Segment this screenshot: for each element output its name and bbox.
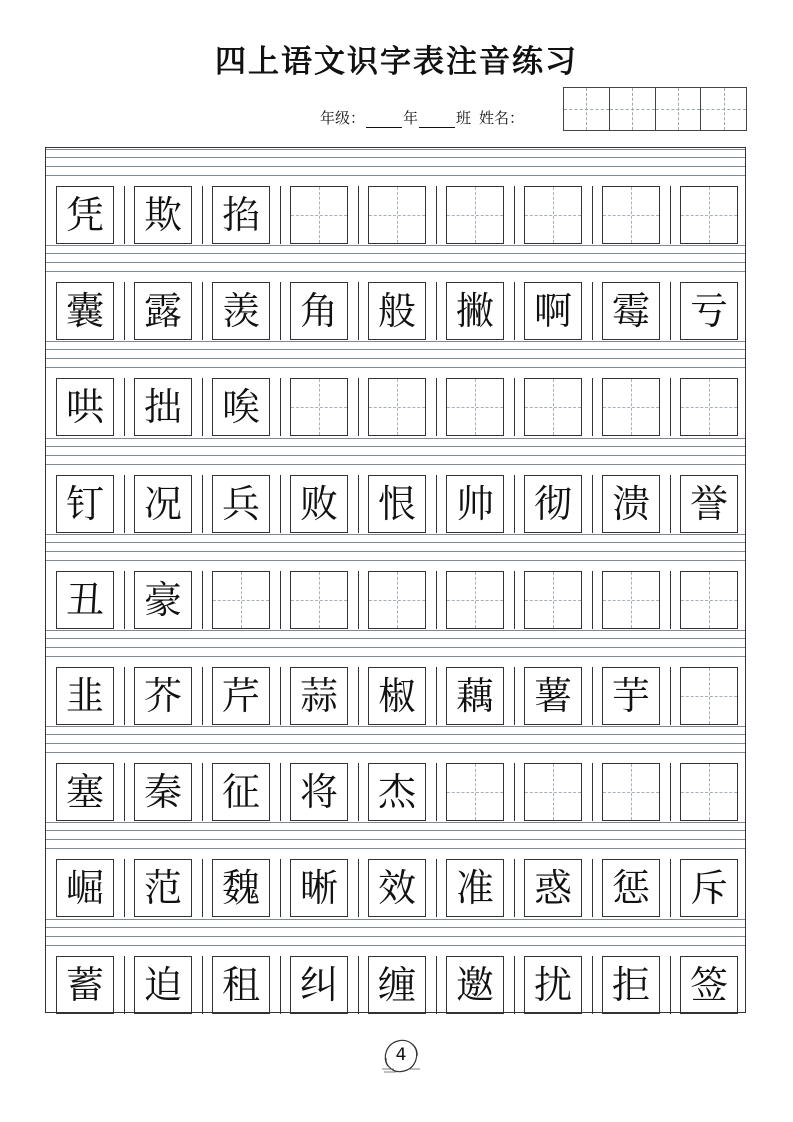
gap-divider bbox=[358, 956, 359, 1014]
gap-divider bbox=[436, 763, 437, 821]
practice-row bbox=[46, 533, 745, 629]
gap-divider bbox=[358, 571, 359, 629]
hanzi-character: 蒜 bbox=[299, 674, 338, 718]
gap-divider bbox=[670, 282, 671, 340]
character-box[interactable] bbox=[290, 956, 348, 1014]
character-box[interactable] bbox=[134, 763, 192, 821]
hanzi-character: 唉 bbox=[221, 385, 260, 430]
empty-character-box[interactable] bbox=[602, 186, 660, 244]
hanzi-character: 欺 bbox=[143, 193, 182, 237]
empty-character-box[interactable] bbox=[290, 571, 348, 629]
gap-divider bbox=[202, 378, 203, 436]
page-number-badge bbox=[380, 1036, 422, 1076]
character-box[interactable] bbox=[212, 282, 270, 340]
hanzi-character: 角 bbox=[299, 289, 338, 334]
hanzi-character: 晰 bbox=[299, 866, 338, 911]
gap-divider bbox=[514, 475, 515, 533]
empty-character-box[interactable] bbox=[524, 378, 582, 436]
character-box[interactable] bbox=[524, 859, 582, 917]
hanzi-character: 薯 bbox=[533, 674, 572, 718]
gap-divider bbox=[436, 667, 437, 725]
gap-divider bbox=[670, 667, 671, 725]
character-box[interactable] bbox=[290, 282, 348, 340]
hanzi-character: 蓄 bbox=[65, 962, 104, 1007]
practice-row bbox=[46, 821, 745, 917]
gap-divider bbox=[280, 378, 281, 436]
character-box[interactable] bbox=[212, 956, 270, 1014]
character-box[interactable] bbox=[368, 956, 426, 1014]
hanzi-character: 租 bbox=[221, 962, 260, 1007]
empty-character-box[interactable] bbox=[446, 571, 504, 629]
hanzi-character: 塞 bbox=[65, 770, 104, 815]
gap-divider bbox=[358, 378, 359, 436]
character-box[interactable] bbox=[446, 282, 504, 340]
character-box[interactable] bbox=[56, 475, 114, 533]
character-box[interactable] bbox=[56, 859, 114, 917]
character-box[interactable] bbox=[290, 667, 348, 725]
hanzi-character: 凭 bbox=[65, 193, 104, 237]
gap-divider bbox=[202, 475, 203, 533]
character-box[interactable] bbox=[368, 282, 426, 340]
gap-divider bbox=[124, 475, 125, 533]
character-box[interactable] bbox=[212, 763, 270, 821]
gap-divider bbox=[124, 186, 125, 244]
gap-divider bbox=[670, 475, 671, 533]
pinyin-lines[interactable] bbox=[46, 821, 745, 859]
gap-divider bbox=[514, 956, 515, 1014]
hanzi-character: 签 bbox=[689, 962, 728, 1007]
character-box[interactable] bbox=[134, 859, 192, 917]
gap-divider bbox=[670, 571, 671, 629]
character-box[interactable] bbox=[56, 186, 114, 244]
empty-character-box[interactable] bbox=[602, 763, 660, 821]
gap-divider bbox=[280, 763, 281, 821]
hanzi-character: 邀 bbox=[455, 962, 494, 1007]
gap-divider bbox=[592, 956, 593, 1014]
page-number: 4 bbox=[395, 1045, 407, 1065]
hanzi-character: 掐 bbox=[221, 193, 260, 237]
gap-divider bbox=[358, 667, 359, 725]
gap-divider bbox=[202, 763, 203, 821]
gap-divider bbox=[592, 282, 593, 340]
class-blank[interactable] bbox=[419, 113, 455, 128]
character-box[interactable] bbox=[212, 667, 270, 725]
gap-divider bbox=[514, 667, 515, 725]
character-box[interactable] bbox=[56, 956, 114, 1014]
character-box[interactable] bbox=[368, 475, 426, 533]
character-box[interactable] bbox=[290, 475, 348, 533]
hanzi-character: 撇 bbox=[455, 289, 494, 334]
character-box[interactable] bbox=[134, 475, 192, 533]
character-box[interactable] bbox=[56, 571, 114, 629]
hanzi-character: 拙 bbox=[143, 385, 182, 430]
gap-divider bbox=[124, 571, 125, 629]
hanzi-character: 纠 bbox=[299, 962, 338, 1007]
practice-row bbox=[46, 340, 745, 436]
hanzi-character: 恨 bbox=[377, 481, 416, 526]
hanzi-character: 啊 bbox=[533, 289, 572, 334]
hanzi-character: 霉 bbox=[611, 289, 650, 334]
gap-divider bbox=[358, 859, 359, 917]
character-box[interactable] bbox=[212, 859, 270, 917]
hanzi-character: 亏 bbox=[689, 289, 728, 334]
gap-divider bbox=[670, 378, 671, 436]
hanzi-character: 般 bbox=[377, 289, 416, 334]
gap-divider bbox=[202, 282, 203, 340]
empty-character-box[interactable] bbox=[524, 763, 582, 821]
pinyin-lines[interactable] bbox=[46, 533, 745, 571]
name-label: 姓名： bbox=[479, 109, 525, 127]
page-title: 四上语文识字表注音练习 bbox=[215, 44, 578, 80]
character-box[interactable] bbox=[212, 186, 270, 244]
hanzi-character: 效 bbox=[377, 866, 416, 911]
gap-divider bbox=[124, 282, 125, 340]
name-cell[interactable] bbox=[610, 88, 656, 130]
character-box[interactable] bbox=[602, 667, 660, 725]
character-box[interactable] bbox=[56, 763, 114, 821]
practice-row bbox=[46, 148, 745, 244]
hanzi-character: 扰 bbox=[533, 962, 572, 1007]
hanzi-character: 丑 bbox=[65, 577, 104, 622]
character-box[interactable] bbox=[134, 571, 192, 629]
character-box[interactable] bbox=[446, 956, 504, 1014]
gap-divider bbox=[358, 186, 359, 244]
empty-character-box[interactable] bbox=[368, 186, 426, 244]
empty-character-box[interactable] bbox=[680, 667, 738, 725]
empty-character-box[interactable] bbox=[680, 186, 738, 244]
name-cell[interactable] bbox=[656, 88, 702, 130]
gap-divider bbox=[202, 859, 203, 917]
character-box[interactable] bbox=[446, 859, 504, 917]
character-box[interactable] bbox=[524, 667, 582, 725]
empty-character-box[interactable] bbox=[602, 378, 660, 436]
gap-divider bbox=[280, 571, 281, 629]
gap-divider bbox=[280, 186, 281, 244]
gap-divider bbox=[202, 667, 203, 725]
hanzi-character: 芥 bbox=[143, 674, 182, 718]
character-box[interactable] bbox=[56, 378, 114, 436]
name-cell[interactable] bbox=[701, 88, 746, 130]
gap-divider bbox=[514, 282, 515, 340]
gap-divider bbox=[592, 667, 593, 725]
hanzi-character: 况 bbox=[143, 481, 182, 526]
character-box[interactable] bbox=[602, 859, 660, 917]
hanzi-character: 豪 bbox=[143, 577, 182, 622]
hanzi-character: 准 bbox=[455, 866, 494, 911]
character-box[interactable] bbox=[680, 956, 738, 1014]
gap-divider bbox=[436, 475, 437, 533]
hanzi-character: 拒 bbox=[611, 962, 650, 1007]
gap-divider bbox=[436, 282, 437, 340]
gap-divider bbox=[280, 956, 281, 1014]
empty-character-box[interactable] bbox=[602, 571, 660, 629]
character-box[interactable] bbox=[446, 667, 504, 725]
gap-divider bbox=[358, 282, 359, 340]
gap-divider bbox=[124, 667, 125, 725]
empty-character-box[interactable] bbox=[524, 186, 582, 244]
hanzi-character: 斥 bbox=[689, 866, 728, 911]
empty-character-box[interactable] bbox=[680, 571, 738, 629]
gap-divider bbox=[358, 763, 359, 821]
empty-character-box[interactable] bbox=[290, 186, 348, 244]
student-info-line bbox=[320, 107, 524, 128]
hanzi-character: 椒 bbox=[377, 674, 416, 718]
character-box[interactable] bbox=[56, 667, 114, 725]
hanzi-character: 哄 bbox=[65, 385, 104, 430]
empty-character-box[interactable] bbox=[368, 378, 426, 436]
hanzi-character: 崛 bbox=[65, 866, 104, 911]
gap-divider bbox=[436, 859, 437, 917]
hanzi-character: 迫 bbox=[143, 962, 182, 1007]
character-box[interactable] bbox=[680, 859, 738, 917]
character-box[interactable] bbox=[368, 859, 426, 917]
hanzi-character: 露 bbox=[143, 289, 182, 334]
hanzi-character: 帅 bbox=[455, 481, 494, 526]
empty-character-box[interactable] bbox=[446, 378, 504, 436]
gap-divider bbox=[436, 956, 437, 1014]
practice-row bbox=[46, 725, 745, 821]
gap-divider bbox=[592, 475, 593, 533]
character-box[interactable] bbox=[290, 763, 348, 821]
gap-divider bbox=[670, 763, 671, 821]
hanzi-character: 韭 bbox=[65, 674, 104, 718]
character-box[interactable] bbox=[524, 956, 582, 1014]
grade-label: 年级： bbox=[320, 109, 366, 127]
character-box[interactable] bbox=[134, 282, 192, 340]
gap-divider bbox=[514, 571, 515, 629]
gap-divider bbox=[436, 186, 437, 244]
pinyin-lines[interactable] bbox=[46, 918, 745, 956]
character-box[interactable] bbox=[212, 378, 270, 436]
gap-divider bbox=[514, 763, 515, 821]
gap-divider bbox=[592, 859, 593, 917]
hanzi-character: 芋 bbox=[611, 674, 650, 718]
practice-sheet bbox=[45, 147, 746, 1013]
hanzi-character: 魏 bbox=[221, 866, 260, 911]
character-box[interactable] bbox=[134, 667, 192, 725]
hanzi-character: 惩 bbox=[611, 866, 650, 911]
gap-divider bbox=[280, 859, 281, 917]
character-box[interactable] bbox=[368, 667, 426, 725]
gap-divider bbox=[202, 186, 203, 244]
character-box[interactable] bbox=[134, 186, 192, 244]
character-box[interactable] bbox=[368, 763, 426, 821]
year-label: 年 bbox=[403, 109, 419, 127]
gap-divider bbox=[280, 667, 281, 725]
gap-divider bbox=[514, 859, 515, 917]
character-box[interactable] bbox=[602, 475, 660, 533]
name-cell[interactable] bbox=[564, 88, 610, 130]
hanzi-character: 败 bbox=[299, 481, 338, 526]
character-box[interactable] bbox=[212, 475, 270, 533]
practice-row bbox=[46, 244, 745, 340]
character-box[interactable] bbox=[680, 475, 738, 533]
gap-divider bbox=[280, 475, 281, 533]
hanzi-character: 藕 bbox=[455, 674, 494, 718]
pinyin-lines[interactable] bbox=[46, 244, 745, 282]
hanzi-character: 缠 bbox=[377, 962, 416, 1007]
gap-divider bbox=[280, 282, 281, 340]
pinyin-lines[interactable] bbox=[46, 148, 745, 186]
gap-divider bbox=[670, 186, 671, 244]
pinyin-lines[interactable] bbox=[46, 437, 745, 475]
empty-character-box[interactable] bbox=[680, 378, 738, 436]
pinyin-lines[interactable] bbox=[46, 725, 745, 763]
empty-character-box[interactable] bbox=[680, 763, 738, 821]
character-box[interactable] bbox=[680, 282, 738, 340]
practice-row bbox=[46, 918, 745, 1014]
pinyin-lines[interactable] bbox=[46, 340, 745, 378]
character-box[interactable] bbox=[290, 859, 348, 917]
gap-divider bbox=[124, 859, 125, 917]
gap-divider bbox=[592, 186, 593, 244]
hanzi-character: 秦 bbox=[143, 770, 182, 815]
hanzi-character: 溃 bbox=[611, 481, 650, 526]
gap-divider bbox=[592, 571, 593, 629]
gap-divider bbox=[202, 571, 203, 629]
gap-divider bbox=[670, 859, 671, 917]
hanzi-character: 杰 bbox=[377, 770, 416, 815]
name-writing-grid[interactable] bbox=[563, 87, 747, 131]
character-box[interactable] bbox=[56, 282, 114, 340]
gap-divider bbox=[124, 378, 125, 436]
practice-row bbox=[46, 437, 745, 533]
grade-blank[interactable] bbox=[366, 113, 402, 128]
character-box[interactable] bbox=[134, 956, 192, 1014]
character-box[interactable] bbox=[524, 475, 582, 533]
hanzi-character: 钉 bbox=[65, 481, 104, 526]
empty-character-box[interactable] bbox=[446, 186, 504, 244]
gap-divider bbox=[514, 186, 515, 244]
gap-divider bbox=[202, 956, 203, 1014]
gap-divider bbox=[436, 378, 437, 436]
character-box[interactable] bbox=[134, 378, 192, 436]
empty-character-box[interactable] bbox=[524, 571, 582, 629]
character-box[interactable] bbox=[446, 475, 504, 533]
empty-character-box[interactable] bbox=[368, 571, 426, 629]
hanzi-character: 誉 bbox=[689, 481, 728, 526]
gap-divider bbox=[124, 956, 125, 1014]
character-box[interactable] bbox=[524, 282, 582, 340]
class-label: 班 bbox=[456, 109, 472, 127]
gap-divider bbox=[592, 378, 593, 436]
gap-divider bbox=[124, 763, 125, 821]
hanzi-character: 芹 bbox=[221, 674, 260, 718]
gap-divider bbox=[514, 378, 515, 436]
gap-divider bbox=[436, 571, 437, 629]
gap-divider bbox=[592, 763, 593, 821]
character-box[interactable] bbox=[602, 282, 660, 340]
hanzi-character: 征 bbox=[221, 770, 260, 815]
hanzi-character: 彻 bbox=[533, 481, 572, 526]
practice-row bbox=[46, 629, 745, 725]
hanzi-character: 囊 bbox=[65, 289, 104, 334]
gap-divider bbox=[670, 956, 671, 1014]
gap-divider bbox=[358, 475, 359, 533]
character-box[interactable] bbox=[602, 956, 660, 1014]
empty-character-box[interactable] bbox=[446, 763, 504, 821]
hanzi-character: 将 bbox=[299, 770, 338, 815]
hanzi-character: 兵 bbox=[221, 481, 260, 526]
hanzi-character: 惑 bbox=[533, 866, 572, 911]
hanzi-character: 范 bbox=[143, 866, 182, 911]
empty-character-box[interactable] bbox=[212, 571, 270, 629]
pinyin-lines[interactable] bbox=[46, 629, 745, 667]
hanzi-character: 羡 bbox=[221, 289, 260, 334]
empty-character-box[interactable] bbox=[290, 378, 348, 436]
